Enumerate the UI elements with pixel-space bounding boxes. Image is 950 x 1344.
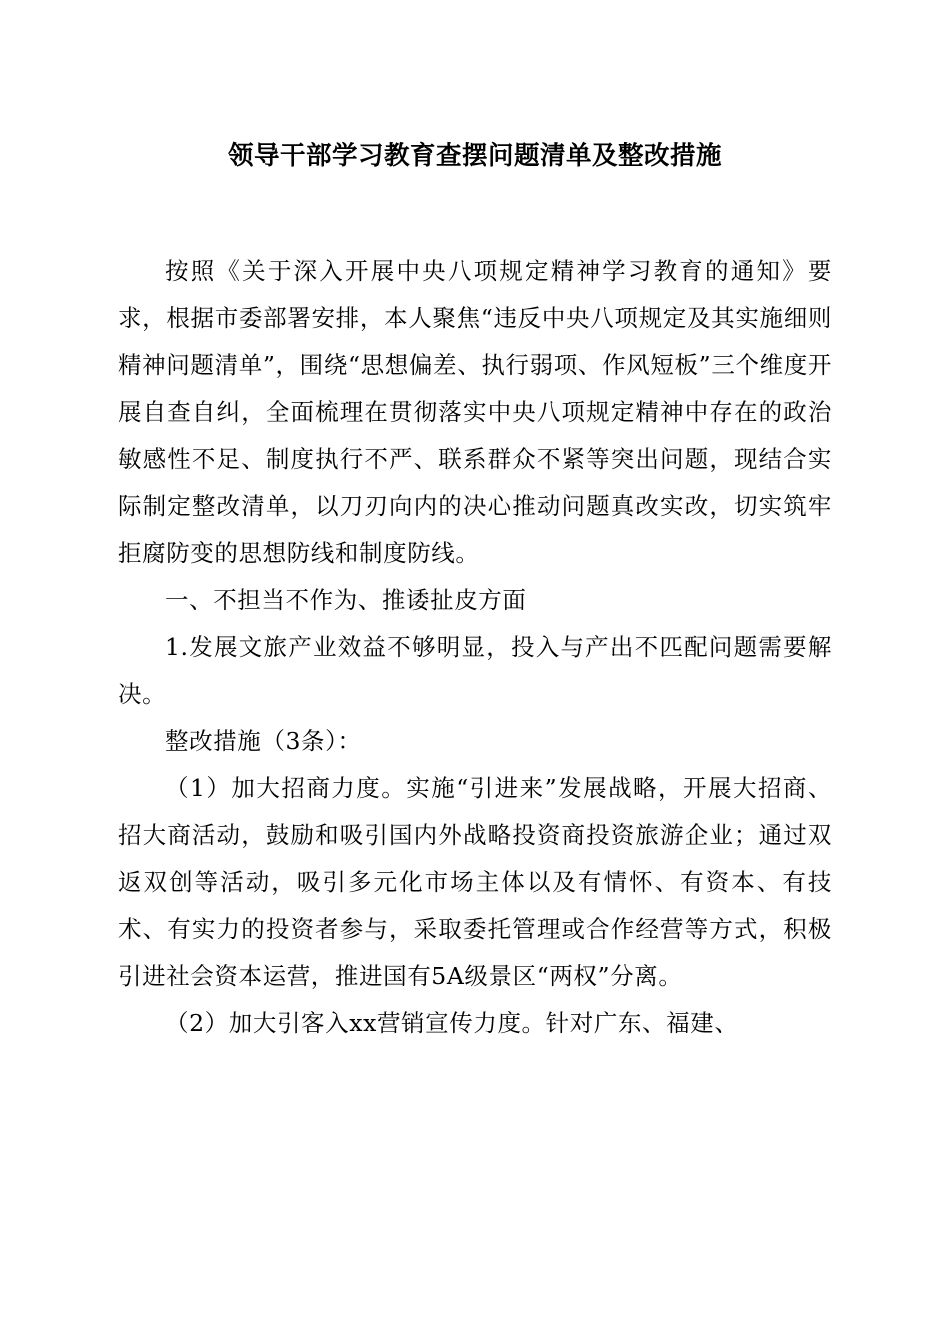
paragraph-section-heading-1: 一、不担当不作为、推诿扯皮方面 [165, 586, 527, 614]
paragraph-measure-1: （1）加大招商力度。实施“引进来”发展战略，开展大招商、招大商活动，鼓励和吸引国内外战略投资商投资旅游企业；通过双返双创等活动，吸引多元化市场主体以及有情怀、有资本、有技术、有实力的投资者参与，采取委托管理或合作经营等方式，积极引进社会资本运营，推进国有5A级景区“两权”分离。 [118, 774, 832, 990]
paragraph-measure-2: （2）加大引客入xx营销宣传力度。针对广东、福建、 [165, 1009, 739, 1037]
paragraph-intro: 按照《关于深入开展中央八项规定精神学习教育的通知》要求，根据市委部署安排，本人聚焦“违反中央八项规定及其实施细则精神问题清单”，围绕“思想偏差、执行弱项、作风短板”三个维度开展自查自纠，全面梳理在贯彻落实中央八项规定精神中存在的政治敏感性不足、制度执行不严、联系群众不紧等突出问题，现结合实际制定整改清单，以刀刃向内的决心推动问题真改实改，切实筑牢拒腐防变的思想防线和制度防线。 [118, 257, 832, 567]
paragraph-measures-label: 整改措施（3条）： [165, 727, 362, 755]
title-spacer [118, 176, 832, 248]
paragraph-issue-1: 1.发展文旅产业效益不够明显，投入与产出不匹配问题需要解决。 [118, 633, 832, 708]
page-title: 领导干部学习教育查摆问题清单及整改措施 [227, 141, 722, 171]
